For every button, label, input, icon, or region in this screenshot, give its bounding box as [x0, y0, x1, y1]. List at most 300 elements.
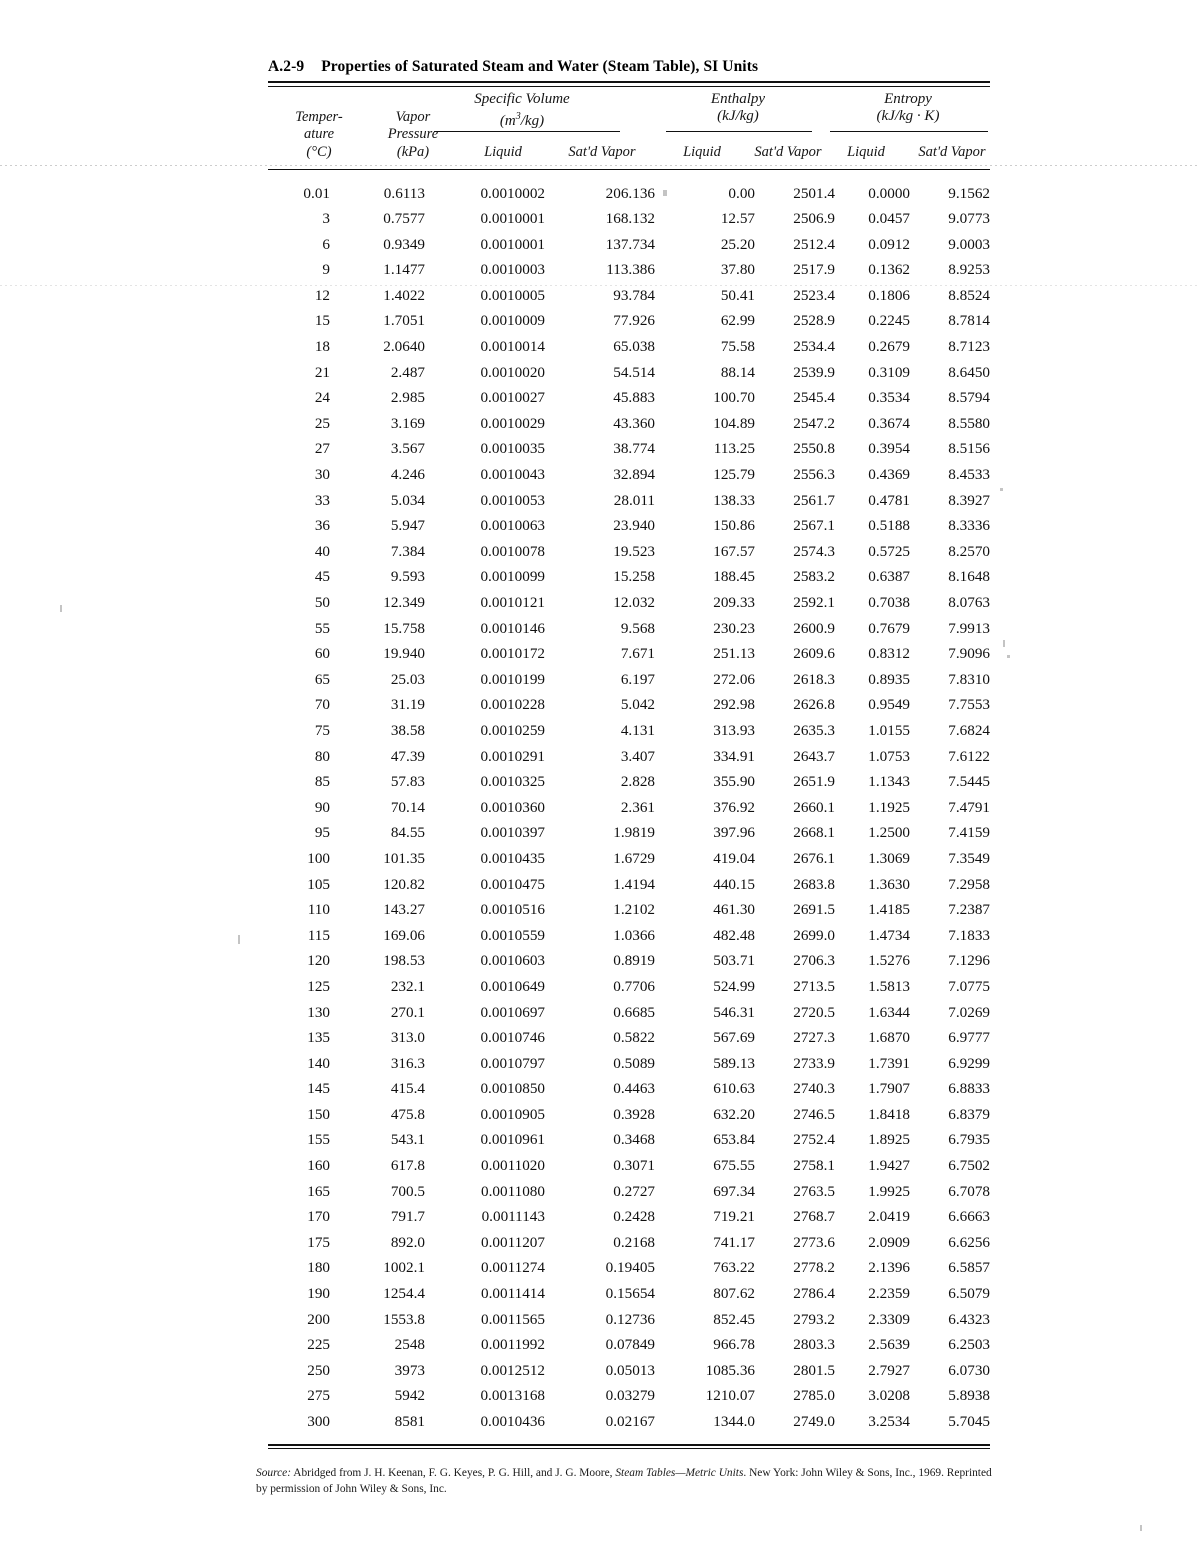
cell-entropy-liquid: 1.2500 — [868, 824, 910, 842]
cell-entropy-liquid: 1.9427 — [868, 1157, 910, 1175]
cell-enthalpy-satd-vapor: 2727.3 — [793, 1029, 835, 1047]
cell-temperature: 225 — [307, 1336, 330, 1354]
cell-entropy-liquid: 2.1396 — [868, 1259, 910, 1277]
cell-volume-satd-vapor: 2.361 — [620, 798, 655, 816]
table-row — [268, 1051, 990, 1077]
cell-volume-satd-vapor: 0.19405 — [605, 1259, 655, 1277]
cell-volume-satd-vapor: 4.131 — [620, 721, 655, 739]
cell-vapor-pressure: 2548 — [394, 1336, 425, 1354]
cell-entropy-satd-vapor: 8.3927 — [948, 491, 990, 509]
cell-entropy-satd-vapor: 8.2570 — [948, 542, 990, 560]
cell-temperature: 55 — [314, 619, 330, 637]
cell-entropy-liquid: 1.3630 — [868, 875, 910, 893]
cell-volume-satd-vapor: 12.032 — [613, 594, 655, 611]
cell-volume-liquid: 0.0010029 — [480, 414, 545, 432]
cell-vapor-pressure: 25.03 — [390, 670, 425, 688]
vapor-pressure-line-3: (kPa) — [396, 143, 430, 160]
cell-temperature: 120 — [307, 952, 330, 970]
column-header-entropy-liquid: Liquid — [847, 143, 885, 160]
cell-enthalpy-satd-vapor: 2713.5 — [793, 977, 835, 995]
cell-entropy-satd-vapor: 7.2387 — [948, 901, 990, 919]
cell-temperature: 175 — [307, 1233, 330, 1251]
cell-enthalpy-satd-vapor: 2528.9 — [793, 312, 835, 330]
table-row — [268, 1358, 990, 1384]
cell-volume-satd-vapor: 54.514 — [613, 363, 655, 381]
cell-temperature: 200 — [307, 1310, 330, 1328]
scan-speck — [238, 935, 240, 944]
cell-entropy-liquid: 0.7038 — [868, 594, 910, 611]
cell-volume-liquid: 0.0010516 — [480, 901, 545, 919]
cell-vapor-pressure: 31.19 — [390, 696, 425, 714]
vapor-pressure-line-2: Pressure — [387, 126, 439, 142]
group-header-enthalpy — [664, 91, 812, 126]
cell-enthalpy-liquid: 209.33 — [713, 594, 755, 611]
cell-volume-satd-vapor: 6.197 — [620, 670, 655, 688]
cell-volume-satd-vapor: 0.6685 — [613, 1003, 655, 1021]
cell-enthalpy-liquid: 524.99 — [713, 977, 755, 995]
cell-enthalpy-satd-vapor: 2567.1 — [793, 517, 835, 535]
cell-enthalpy-satd-vapor: 2545.4 — [793, 389, 835, 407]
cell-volume-liquid: 0.0011274 — [481, 1259, 545, 1277]
cell-entropy-satd-vapor: 9.0773 — [948, 210, 990, 228]
cell-entropy-satd-vapor: 7.5445 — [948, 773, 990, 791]
cell-entropy-satd-vapor: 8.7123 — [948, 338, 990, 356]
table-title — [268, 58, 990, 76]
scan-speck — [1000, 488, 1003, 491]
cell-entropy-liquid: 0.7679 — [868, 619, 910, 637]
source-note — [256, 1466, 996, 1497]
cell-temperature: 85 — [314, 773, 330, 791]
cell-temperature: 9 — [322, 261, 330, 279]
cell-enthalpy-liquid: 0.00 — [728, 184, 755, 202]
cell-vapor-pressure: 2.985 — [390, 389, 425, 407]
cell-enthalpy-satd-vapor: 2699.0 — [793, 926, 835, 944]
cell-entropy-liquid: 0.2245 — [868, 312, 910, 330]
cell-entropy-satd-vapor: 8.8524 — [948, 286, 990, 304]
cell-entropy-satd-vapor: 6.7078 — [948, 1182, 990, 1200]
cell-volume-satd-vapor: 113.386 — [606, 261, 655, 279]
cell-volume-satd-vapor: 0.4463 — [613, 1080, 655, 1098]
cell-enthalpy-satd-vapor: 2626.8 — [793, 696, 835, 714]
cell-entropy-satd-vapor: 9.1562 — [948, 184, 990, 202]
cell-volume-satd-vapor: 28.011 — [613, 491, 655, 509]
cell-volume-satd-vapor: 1.0366 — [613, 926, 655, 944]
cell-entropy-liquid: 0.0457 — [868, 210, 910, 228]
table-number: A.2-9 — [268, 58, 305, 75]
cell-volume-satd-vapor: 1.4194 — [613, 875, 655, 893]
cell-volume-satd-vapor: 0.3928 — [613, 1105, 655, 1123]
cell-temperature: 50 — [314, 594, 330, 611]
source-work-title: Steam Tables—Metric Units — [615, 1467, 744, 1479]
cell-entropy-satd-vapor: 6.8833 — [948, 1080, 990, 1098]
cell-entropy-liquid: 0.4781 — [868, 491, 910, 509]
cell-enthalpy-satd-vapor: 2618.3 — [793, 670, 835, 688]
cell-volume-liquid: 0.0010325 — [480, 773, 545, 791]
table-row — [268, 436, 990, 462]
cell-enthalpy-satd-vapor: 2763.5 — [793, 1182, 835, 1200]
group-label-enthalpy: Enthalpy — [710, 90, 766, 107]
cell-vapor-pressure: 0.7577 — [383, 210, 425, 228]
cell-entropy-satd-vapor: 5.7045 — [948, 1413, 990, 1430]
cell-enthalpy-liquid: 807.62 — [713, 1285, 755, 1303]
group-label-entropy: Entropy — [884, 90, 932, 107]
cell-enthalpy-liquid: 610.63 — [713, 1080, 755, 1098]
cell-entropy-satd-vapor: 8.1648 — [948, 568, 990, 586]
cell-volume-liquid: 0.0010559 — [480, 926, 545, 944]
cell-enthalpy-satd-vapor: 2547.2 — [793, 414, 835, 432]
cell-vapor-pressure: 2.0640 — [383, 338, 425, 356]
cell-volume-liquid: 0.0010797 — [480, 1054, 545, 1072]
cell-entropy-liquid: 0.8935 — [868, 670, 910, 688]
cell-volume-satd-vapor: 0.3468 — [613, 1131, 655, 1149]
cell-vapor-pressure: 120.82 — [383, 875, 425, 893]
column-header-temperature — [278, 109, 360, 162]
cell-vapor-pressure: 232.1 — [390, 977, 425, 995]
cell-volume-liquid: 0.0010005 — [480, 286, 545, 304]
table-row — [268, 539, 990, 565]
cell-volume-satd-vapor: 65.038 — [613, 338, 655, 356]
cell-temperature: 45 — [314, 568, 330, 586]
cell-volume-satd-vapor: 0.7706 — [613, 977, 655, 995]
cell-entropy-satd-vapor: 7.4791 — [948, 798, 990, 816]
cell-enthalpy-liquid: 763.22 — [713, 1259, 755, 1277]
cell-vapor-pressure: 169.06 — [383, 926, 425, 944]
cell-temperature: 36 — [314, 517, 330, 535]
cell-temperature: 130 — [307, 1003, 330, 1021]
cell-temperature: 18 — [314, 338, 330, 356]
cell-enthalpy-liquid: 75.58 — [720, 338, 755, 356]
cell-enthalpy-liquid: 632.20 — [713, 1105, 755, 1123]
cell-vapor-pressure: 3.169 — [390, 414, 425, 432]
cell-entropy-liquid: 1.1925 — [868, 798, 910, 816]
table-row — [268, 283, 990, 309]
cell-enthalpy-satd-vapor: 2793.2 — [793, 1310, 835, 1328]
cell-enthalpy-satd-vapor: 2785.0 — [793, 1387, 835, 1405]
cell-volume-satd-vapor: 1.2102 — [613, 901, 655, 919]
cell-enthalpy-satd-vapor: 2706.3 — [793, 952, 835, 970]
cell-volume-satd-vapor: 0.2428 — [613, 1208, 655, 1226]
cell-enthalpy-satd-vapor: 2668.1 — [793, 824, 835, 842]
cell-enthalpy-liquid: 719.21 — [713, 1208, 755, 1226]
cell-entropy-liquid: 1.4734 — [868, 926, 910, 944]
table-row — [268, 181, 990, 207]
temperature-line-2: ature — [303, 126, 335, 142]
scan-speck — [60, 605, 62, 612]
cell-enthalpy-satd-vapor: 2720.5 — [793, 1003, 835, 1021]
table-row — [268, 667, 990, 693]
cell-volume-liquid: 0.0010078 — [480, 542, 545, 560]
cell-vapor-pressure: 5.034 — [390, 491, 425, 509]
cell-enthalpy-satd-vapor: 2539.9 — [793, 363, 835, 381]
cell-temperature: 105 — [307, 875, 330, 893]
cell-volume-liquid: 0.0010603 — [480, 952, 545, 970]
cell-volume-liquid: 0.0010001 — [480, 210, 545, 228]
table-row — [268, 462, 990, 488]
cell-enthalpy-satd-vapor: 2534.4 — [793, 338, 835, 356]
cell-temperature: 170 — [307, 1208, 330, 1226]
cell-volume-satd-vapor: 168.132 — [605, 210, 655, 228]
cell-entropy-satd-vapor: 8.7814 — [948, 312, 990, 330]
table-row — [268, 897, 990, 923]
cell-volume-liquid: 0.0011565 — [481, 1310, 545, 1328]
cell-vapor-pressure: 270.1 — [390, 1003, 425, 1021]
cell-entropy-liquid: 0.3534 — [868, 389, 910, 407]
cell-vapor-pressure: 5.947 — [390, 517, 425, 535]
cell-volume-satd-vapor: 0.12736 — [605, 1310, 655, 1328]
source-text-part-1: Abridged from J. H. Keenan, F. G. Keyes, P. G. Hill, and J. G. Moore, — [291, 1467, 616, 1479]
cell-vapor-pressure: 700.5 — [390, 1182, 425, 1200]
cell-volume-satd-vapor: 0.05013 — [605, 1361, 655, 1379]
cell-vapor-pressure: 12.349 — [383, 594, 425, 611]
cell-entropy-satd-vapor: 6.6663 — [948, 1208, 990, 1226]
cell-volume-satd-vapor: 0.2168 — [613, 1233, 655, 1251]
table-row — [268, 769, 990, 795]
cell-entropy-liquid: 1.6344 — [868, 1003, 910, 1021]
cell-entropy-liquid: 1.0753 — [868, 747, 910, 765]
table-row — [268, 513, 990, 539]
cell-enthalpy-liquid: 397.96 — [713, 824, 755, 842]
cell-enthalpy-liquid: 313.93 — [713, 721, 755, 739]
column-header-volume-satd-vapor: Sat'd Vapor — [568, 143, 636, 160]
cell-entropy-satd-vapor: 6.8379 — [948, 1105, 990, 1123]
cell-enthalpy-satd-vapor: 2574.3 — [793, 542, 835, 560]
cell-temperature: 40 — [314, 542, 330, 560]
temperature-line-1: Temper- — [295, 108, 343, 125]
cell-temperature: 160 — [307, 1157, 330, 1175]
cell-enthalpy-liquid: 104.89 — [713, 414, 755, 432]
table-row — [268, 795, 990, 821]
cell-temperature: 80 — [314, 747, 330, 765]
cell-entropy-liquid: 0.5188 — [868, 517, 910, 535]
table-title-text: Properties of Saturated Steam and Water (Steam Table), SI Units — [321, 58, 759, 75]
cell-entropy-satd-vapor: 6.5857 — [948, 1259, 990, 1277]
table-bottom-spacer — [268, 1435, 990, 1444]
cell-enthalpy-satd-vapor: 2749.0 — [793, 1413, 835, 1430]
cell-entropy-satd-vapor: 7.6122 — [948, 747, 990, 765]
table-row — [268, 692, 990, 718]
cell-enthalpy-liquid: 1085.36 — [705, 1361, 755, 1379]
cell-vapor-pressure: 791.7 — [390, 1208, 425, 1226]
cell-volume-liquid: 0.0010397 — [480, 824, 545, 842]
cell-volume-satd-vapor: 32.894 — [613, 466, 655, 484]
cell-vapor-pressure: 1.7051 — [383, 312, 425, 330]
cell-entropy-satd-vapor: 6.7502 — [948, 1157, 990, 1175]
cell-enthalpy-satd-vapor: 2773.6 — [793, 1233, 835, 1251]
cell-enthalpy-liquid: 125.79 — [713, 466, 755, 484]
cell-vapor-pressure: 47.39 — [390, 747, 425, 765]
steam-table-body — [268, 170, 990, 1444]
cell-enthalpy-satd-vapor: 2758.1 — [793, 1157, 835, 1175]
cell-enthalpy-liquid: 62.99 — [720, 312, 755, 330]
cell-enthalpy-satd-vapor: 2517.9 — [793, 261, 835, 279]
cell-volume-liquid: 0.0010027 — [480, 389, 545, 407]
steam-properties-table — [268, 170, 990, 1444]
cell-entropy-satd-vapor: 7.1833 — [948, 926, 990, 944]
cell-temperature: 30 — [314, 466, 330, 484]
cell-vapor-pressure: 9.593 — [390, 568, 425, 586]
cell-entropy-satd-vapor: 6.2503 — [948, 1336, 990, 1354]
cell-volume-satd-vapor: 93.784 — [613, 286, 655, 304]
cell-temperature: 15 — [314, 312, 330, 330]
cell-volume-liquid: 0.0010002 — [480, 184, 545, 202]
group-units-entropy: (kJ/kg · K) — [876, 108, 940, 124]
cell-temperature: 110 — [307, 901, 330, 919]
group-units-enthalpy: (kJ/kg) — [717, 108, 759, 124]
cell-entropy-satd-vapor: 6.5079 — [948, 1285, 990, 1303]
cell-vapor-pressure: 3.567 — [390, 440, 425, 458]
table-row — [268, 1102, 990, 1128]
cell-vapor-pressure: 316.3 — [390, 1054, 425, 1072]
cell-entropy-satd-vapor: 7.9913 — [948, 619, 990, 637]
table-row — [268, 616, 990, 642]
cell-temperature: 100 — [307, 849, 330, 867]
cell-volume-liquid: 0.0010649 — [480, 977, 545, 995]
cell-temperature: 140 — [307, 1054, 330, 1072]
table-row — [268, 1281, 990, 1307]
table-row — [268, 948, 990, 974]
cell-volume-liquid: 0.0011143 — [481, 1208, 545, 1226]
cell-entropy-liquid: 1.4185 — [868, 901, 910, 919]
table-top-spacer — [268, 170, 990, 181]
cell-entropy-liquid: 0.0912 — [868, 235, 910, 253]
cell-entropy-liquid: 3.2534 — [868, 1413, 910, 1430]
table-row — [268, 411, 990, 437]
cell-vapor-pressure: 892.0 — [390, 1233, 425, 1251]
cell-entropy-satd-vapor: 7.0775 — [948, 977, 990, 995]
column-header-vapor-pressure — [368, 109, 458, 162]
cell-entropy-liquid: 2.3309 — [868, 1310, 910, 1328]
cell-volume-liquid: 0.0010099 — [480, 568, 545, 586]
cell-vapor-pressure: 143.27 — [383, 901, 425, 919]
table-row — [268, 744, 990, 770]
cell-entropy-liquid: 0.3109 — [868, 363, 910, 381]
cell-volume-liquid: 0.0010146 — [480, 619, 545, 637]
cell-vapor-pressure: 313.0 — [390, 1029, 425, 1047]
table-row — [268, 257, 990, 283]
cell-volume-satd-vapor: 137.734 — [605, 235, 655, 253]
table-row — [268, 1307, 990, 1333]
cell-volume-satd-vapor: 2.828 — [620, 773, 655, 791]
cell-volume-liquid: 0.0010435 — [480, 849, 545, 867]
cell-enthalpy-liquid: 113.25 — [713, 440, 755, 458]
cell-entropy-satd-vapor: 7.8310 — [948, 670, 990, 688]
cell-volume-liquid: 0.0010172 — [480, 645, 545, 663]
cell-enthalpy-liquid: 653.84 — [713, 1131, 755, 1149]
cell-vapor-pressure: 198.53 — [383, 952, 425, 970]
scan-speck — [1140, 1525, 1142, 1531]
cell-enthalpy-satd-vapor: 2550.8 — [793, 440, 835, 458]
cell-volume-liquid: 0.0010063 — [480, 517, 545, 535]
cell-volume-satd-vapor: 0.07849 — [605, 1336, 655, 1354]
cell-entropy-liquid: 3.0208 — [868, 1387, 910, 1405]
cell-enthalpy-satd-vapor: 2768.7 — [793, 1208, 835, 1226]
cell-enthalpy-liquid: 461.30 — [713, 901, 755, 919]
table-row — [268, 232, 990, 258]
column-header-enthalpy-liquid: Liquid — [683, 143, 721, 160]
cell-temperature: 250 — [307, 1361, 330, 1379]
cell-entropy-satd-vapor: 8.5156 — [948, 440, 990, 458]
cell-volume-liquid: 0.0010121 — [480, 594, 545, 611]
table-row — [268, 1127, 990, 1153]
cell-enthalpy-satd-vapor: 2676.1 — [793, 849, 835, 867]
cell-enthalpy-liquid: 230.23 — [713, 619, 755, 637]
table-row — [268, 1255, 990, 1281]
cell-enthalpy-satd-vapor: 2600.9 — [793, 619, 835, 637]
cell-temperature: 190 — [307, 1285, 330, 1303]
cell-enthalpy-liquid: 1210.07 — [705, 1387, 755, 1405]
cell-entropy-liquid: 1.8418 — [868, 1105, 910, 1123]
cell-temperature: 275 — [307, 1387, 330, 1405]
cell-volume-liquid: 0.0010003 — [480, 261, 545, 279]
table-row — [268, 872, 990, 898]
cell-entropy-satd-vapor: 7.7553 — [948, 696, 990, 714]
cell-enthalpy-satd-vapor: 2609.6 — [793, 645, 835, 663]
cell-entropy-liquid: 2.5639 — [868, 1336, 910, 1354]
cell-entropy-satd-vapor: 8.0763 — [948, 594, 990, 611]
cell-entropy-liquid: 2.0419 — [868, 1208, 910, 1226]
cell-entropy-liquid: 0.1362 — [868, 261, 910, 279]
cell-entropy-satd-vapor: 7.2958 — [948, 875, 990, 893]
cell-entropy-liquid: 1.5276 — [868, 952, 910, 970]
source-label: Source: — [256, 1467, 292, 1479]
table-row — [268, 1076, 990, 1102]
cell-vapor-pressure: 7.384 — [390, 542, 425, 560]
cell-volume-satd-vapor: 3.407 — [620, 747, 655, 765]
cell-enthalpy-satd-vapor: 2643.7 — [793, 747, 835, 765]
cell-enthalpy-satd-vapor: 2512.4 — [793, 235, 835, 253]
cell-entropy-liquid: 2.7927 — [868, 1361, 910, 1379]
cell-volume-liquid: 0.0010850 — [480, 1080, 545, 1098]
cell-volume-liquid: 0.0010259 — [480, 721, 545, 739]
cell-enthalpy-satd-vapor: 2561.7 — [793, 491, 835, 509]
cell-enthalpy-satd-vapor: 2583.2 — [793, 568, 835, 586]
cell-volume-liquid: 0.0010199 — [480, 670, 545, 688]
cell-enthalpy-liquid: 1344.0 — [713, 1413, 755, 1430]
scan-speck — [1003, 640, 1005, 647]
cell-vapor-pressure: 0.6113 — [383, 184, 425, 202]
cell-temperature: 3 — [322, 210, 330, 228]
cell-enthalpy-satd-vapor: 2523.4 — [793, 286, 835, 304]
cell-volume-satd-vapor: 1.6729 — [613, 849, 655, 867]
cell-enthalpy-liquid: 25.20 — [720, 235, 755, 253]
cell-volume-liquid: 0.0011207 — [481, 1233, 545, 1251]
cell-entropy-liquid: 0.5725 — [868, 542, 910, 560]
cell-volume-liquid: 0.0011020 — [481, 1157, 545, 1175]
cell-entropy-liquid: 0.2679 — [868, 338, 910, 356]
table-row — [268, 820, 990, 846]
cell-enthalpy-satd-vapor: 2746.5 — [793, 1105, 835, 1123]
table-row — [268, 1383, 990, 1409]
cell-temperature: 65 — [314, 670, 330, 688]
cell-temperature: 12 — [314, 286, 330, 304]
cell-entropy-satd-vapor: 8.4533 — [948, 466, 990, 484]
cell-entropy-satd-vapor: 7.3549 — [948, 849, 990, 867]
table-row — [268, 1025, 990, 1051]
cell-enthalpy-satd-vapor: 2592.1 — [793, 594, 835, 611]
cell-entropy-liquid: 1.7907 — [868, 1080, 910, 1098]
cell-enthalpy-liquid: 567.69 — [713, 1029, 755, 1047]
cell-temperature: 155 — [307, 1131, 330, 1149]
cell-entropy-liquid: 1.1343 — [868, 773, 910, 791]
cell-temperature: 135 — [307, 1029, 330, 1047]
cell-entropy-satd-vapor: 7.1296 — [948, 952, 990, 970]
cell-vapor-pressure: 3973 — [394, 1361, 425, 1379]
cell-enthalpy-liquid: 419.04 — [713, 849, 755, 867]
cell-entropy-liquid: 1.8925 — [868, 1131, 910, 1149]
cell-entropy-liquid: 1.7391 — [868, 1054, 910, 1072]
cell-vapor-pressure: 57.83 — [390, 773, 425, 791]
table-row — [268, 1204, 990, 1230]
